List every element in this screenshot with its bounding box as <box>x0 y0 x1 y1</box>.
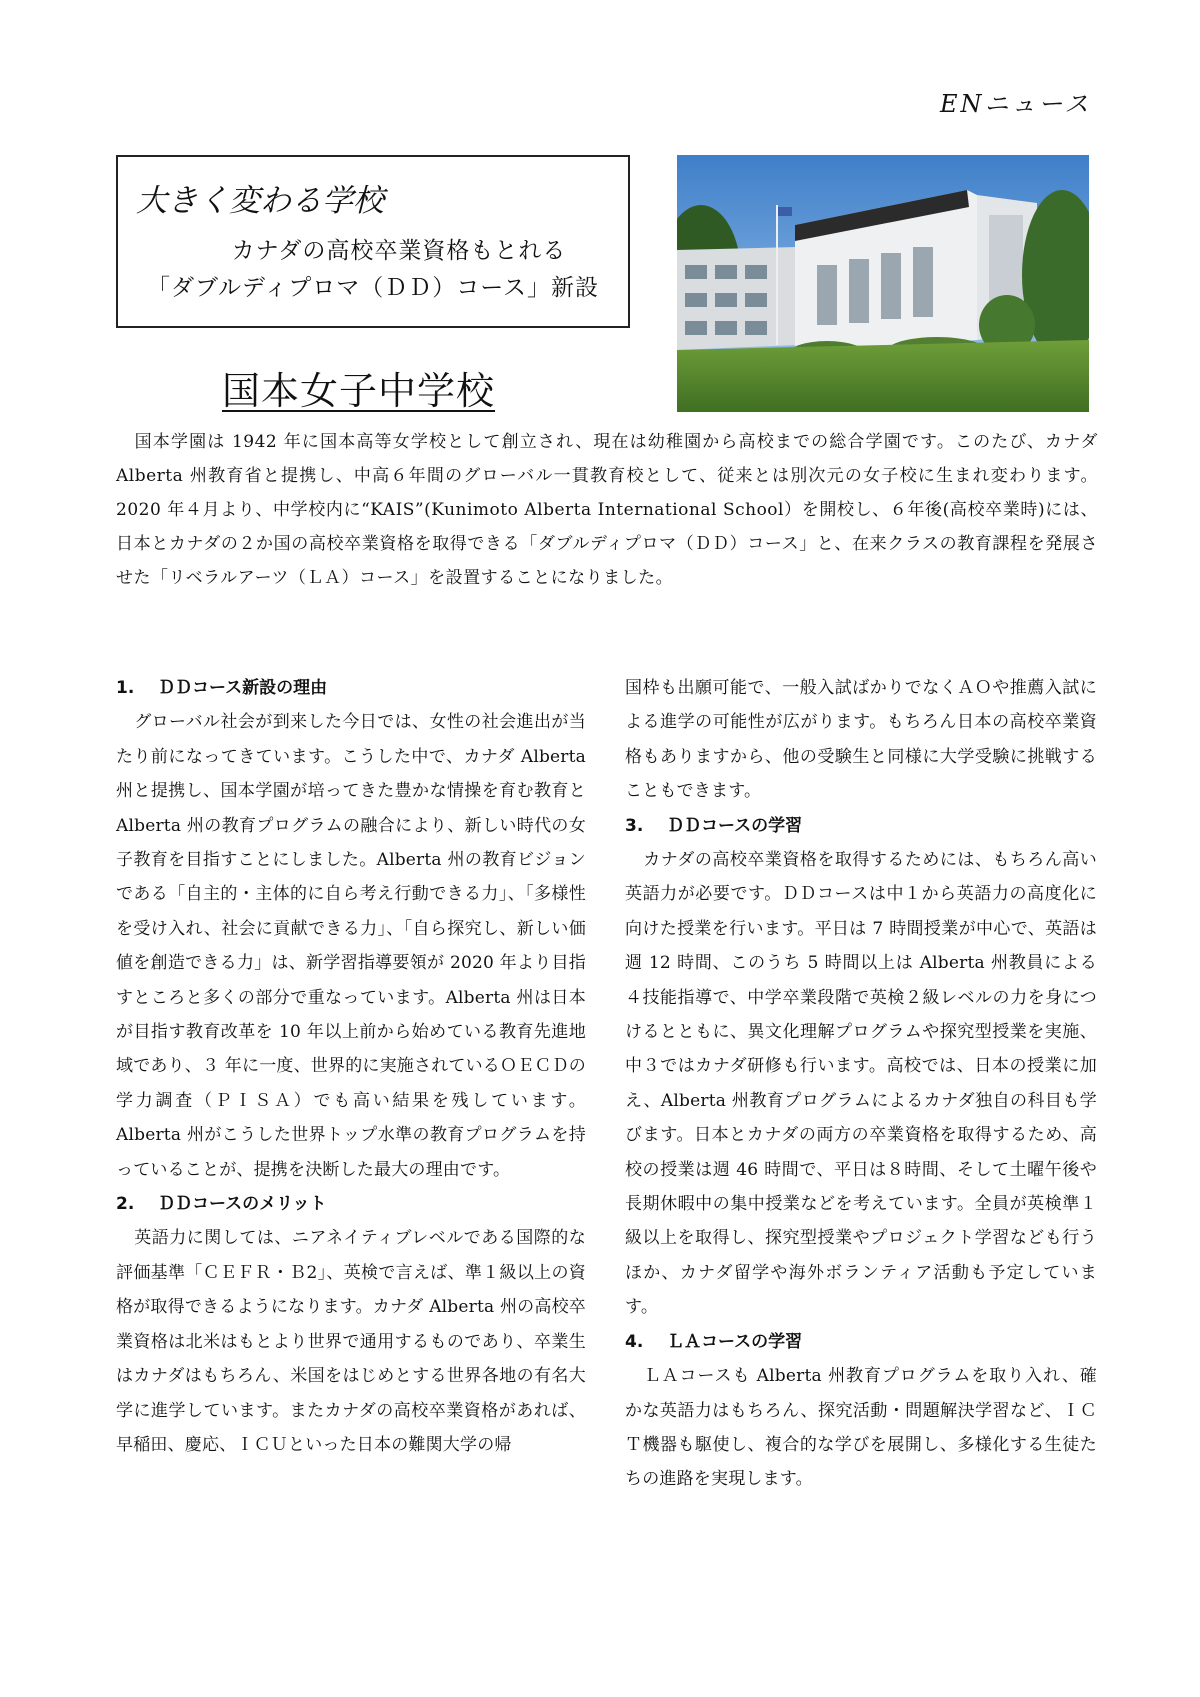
section-number: 4. <box>625 1331 644 1352</box>
section-body-text: グローバル社会が到来した今日では、女性の社会進出が当たり前になってきています。こうした中で、カナダ Alberta 州と提携し、国本学園が培ってきた豊かな情操を育む教育と Alberta 州の教育プログラムの融合により、新しい時代の女子教育を目指すことにしました。Alberta 州の教育ビジョンである「自主的・主体的に自ら考え行動できる力」、「多様性を受け入れ、社会に貢献できる力」、「自ら探究し、新しい価値を創造できる力」は、新学習指導要領が 2020 年より目指すところと多くの部分で重なっています。Alberta 州は日本が目指す教育改革を 10 年以上前から始めている教育先進地域であり、３ 年に一度、世界的に実施されているＯＥＣＤの学力調査（ＰＩＳＡ）でも高い結果を残しています。Alberta 州がこうした世界トップ水準の教育プログラムを持っていることが、提携を決断した最大の理由です。 <box>116 712 587 1180</box>
headline: 大きく変わる学校 <box>136 183 384 219</box>
section-number: 3. <box>625 815 644 836</box>
intro-text: 国本学園は 1942 年に国本高等女学校として創立され、現在は幼稚園から高校までの総合学園です。このたび、カナダ Alberta 州教育省と提携し、中高６年間のグローバル一貫教育校として、従来とは別次元の女子校に生まれ変わります。2020 年４月より、中学校内に“KAIS”(Kunimoto Alberta International School）を開校し、６年後(高校卒業時)には、日本とカナダの２か国の高校卒業資格を取得できる「ダブルディプロマ（ＤＤ）コース」と、在来クラスの教育課程を発展させた「リベラルアーツ（ＬＡ）コース」を設置することになりました。 <box>116 432 1098 588</box>
section-body <box>116 1221 586 1462</box>
section-body <box>625 1359 1097 1497</box>
section-title: ＤＤコースのメリット <box>158 1194 327 1215</box>
school-building-photo <box>677 155 1089 412</box>
intro-paragraph <box>116 425 1098 595</box>
title-box <box>116 155 630 328</box>
section-heading <box>116 1187 586 1221</box>
section-number: 2. <box>116 1194 135 1215</box>
section-title: ＤＤコースの学習 <box>667 815 803 836</box>
section-number: 1. <box>116 678 135 698</box>
section-title: ＬＡコースの学習 <box>667 1331 803 1352</box>
section-body-text: カナダの高校卒業資格を取得するためには、もちろん高い英語力が必要です。ＤＤコースは中１から英語力の高度化に向けた授業を行います。平日は 7 時間授業が中心で、英語は週 12 時間、このうち 5 時間以上は Alberta 州教員による４技能指導で、中学卒業段階で英検２級レベルの力を身につけるとともに、異文化理解プログラムや探究型授業を実施、中３ではカナダ研修も行います。高校では、日本の授業に加え、Alberta 州教育プログラムによるカナダ独自の科目も学びます。日本とカナダの両方の卒業資格を取得するため、高校の授業は週 46 時間で、平日は８時間、そして土曜午後や長期休暇中の集中授業などを考えています。全員が英検準１級以上を取得し、探究型授業やプロジェクト学習なども行うほか、カナダ留学や海外ボランティア活動も予定しています。 <box>625 850 1097 1318</box>
subheadline-2: 「ダブルディプロマ（ＤＤ）コース」新設 <box>146 275 600 301</box>
section-title: ＤＤコース新設の理由 <box>158 678 328 698</box>
newsletter-label: ENニュース <box>940 90 1092 118</box>
section-heading <box>116 671 586 705</box>
right-column <box>625 671 1097 1497</box>
section-body <box>116 705 586 1187</box>
subheadline-1: カナダの高校卒業資格もとれる <box>231 238 567 264</box>
section-body-continued <box>625 671 1097 809</box>
section-heading <box>625 1325 1097 1359</box>
left-column <box>116 671 586 1462</box>
section-body <box>625 843 1097 1325</box>
school-name: 国本女子中学校 <box>222 369 496 413</box>
section-body-text: 英語力に関しては、ニアネイティブレベルである国際的な評価基準「ＣＥＦＲ・Ｂ2」、英検で言えば、準１級以上の資格が取得できるようになります。カナダ Alberta 州の高校卒業資格は北米はもとより世界で通用するものであり、卒業生はカナダはもちろん、米国をはじめとする世界各地の有名大学に進学しています。またカナダの高校卒業資格があれば、早稲田、慶応、ＩＣＵといった日本の難関大学の帰 <box>116 1228 586 1455</box>
section-heading <box>625 809 1097 843</box>
section-body-text: 国枠も出願可能で、一般入試ばかりでなくＡＯや推薦入試による進学の可能性が広がります。もちろん日本の高校卒業資格もありますから、他の受験生と同様に大学受験に挑戦することもできます。 <box>625 678 1097 802</box>
section-body-text: ＬＡコースも Alberta 州教育プログラムを取り入れ、確かな英語力はもちろん、探究活動・問題解決学習など、ＩＣＴ機器も駆使し、複合的な学びを展開し、多様化する生徒たちの進路を実現します。 <box>625 1366 1097 1490</box>
